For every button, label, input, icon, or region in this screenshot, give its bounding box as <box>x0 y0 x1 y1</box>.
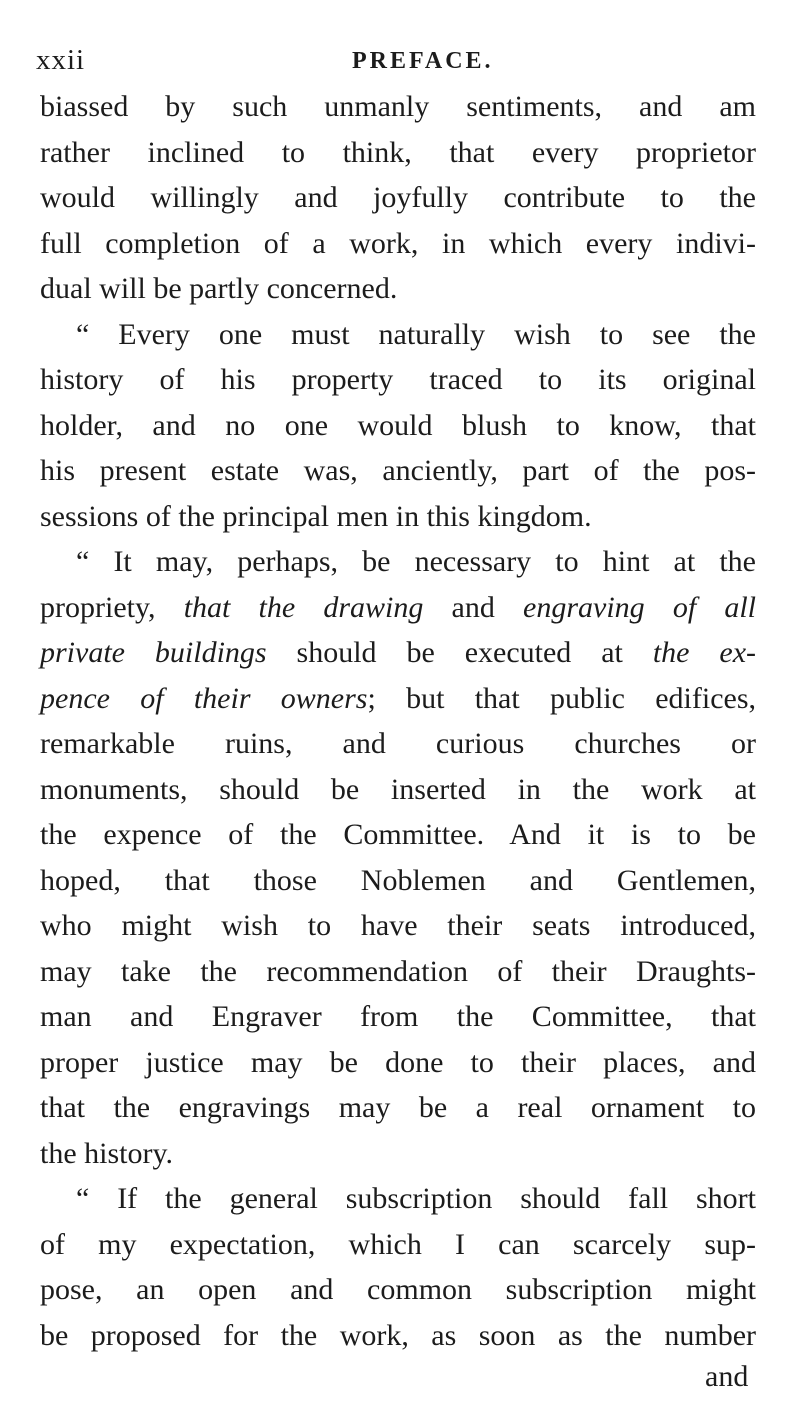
text-line: man and Engraver from the Committee, that <box>40 1000 756 1033</box>
italic-run: private buildings <box>40 636 267 669</box>
italic-run: engraving of all <box>523 590 756 624</box>
text-line: dual will be partly concerned. <box>40 272 398 305</box>
text-line: the history. <box>40 1136 174 1170</box>
text-line: hoped, that those Noblemen and Gentlemen, <box>40 863 756 897</box>
text-line: “ It may, perhaps, be necessary to hint at the <box>76 545 756 578</box>
text-line: full completion of a work, in which every indivi- <box>40 226 756 260</box>
text-line: holder, and no one would blush to know, that <box>40 408 756 442</box>
text-line: biassed by such unmanly sentiments, and am <box>40 90 756 123</box>
text-line: would willingly and joyfully contribute to the <box>40 181 756 214</box>
text-line: may take the recommendation of their Draughts- <box>40 954 756 988</box>
text-line: proper justice may be done to their places, and <box>40 1045 756 1079</box>
text-run: and <box>423 590 524 624</box>
text-line: monuments, should be inserted in the work at <box>40 772 756 806</box>
text-run: should be executed at <box>266 636 653 669</box>
text-line: his present estate was, anciently, part of the pos- <box>40 454 756 487</box>
running-title: PREFACE. <box>352 48 494 74</box>
text-line: of my expectation, which I can scarcely sup- <box>40 1227 756 1261</box>
text-line: who might wish to have their seats introduced, <box>40 909 756 942</box>
text-line: “ If the general subscription should fall short <box>76 1182 756 1215</box>
body-text <box>40 84 756 1358</box>
text-run: propriety, <box>40 590 184 624</box>
text-line: the expence of the Committee. And it is to be <box>40 818 756 851</box>
text-line <box>40 630 756 676</box>
text-line: remarkable ruins, and curious churches or <box>40 727 756 760</box>
text-line: history of his property traced to its original <box>40 363 756 396</box>
text-line: that the engravings may be a real ornament to <box>40 1091 756 1124</box>
text-line <box>40 585 756 631</box>
text-line: rather inclined to think, that every proprietor <box>40 135 756 169</box>
italic-run: pence of their owners <box>40 681 368 715</box>
page-number: xxii <box>36 44 86 76</box>
italic-run: the ex- <box>652 636 757 669</box>
text-line: pose, an open and common subscription might <box>40 1273 756 1306</box>
text-run: ; but that public edifices, <box>367 681 757 715</box>
running-head <box>30 44 770 84</box>
text-line <box>40 676 756 722</box>
text-line: “ Every one must naturally wish to see the <box>76 317 756 351</box>
italic-run: that the drawing <box>183 590 424 624</box>
text-line: be proposed for the work, as soon as the number <box>40 1318 756 1352</box>
catchword: and <box>705 1360 749 1393</box>
text-line: sessions of the principal men in this kingdom. <box>40 499 592 533</box>
